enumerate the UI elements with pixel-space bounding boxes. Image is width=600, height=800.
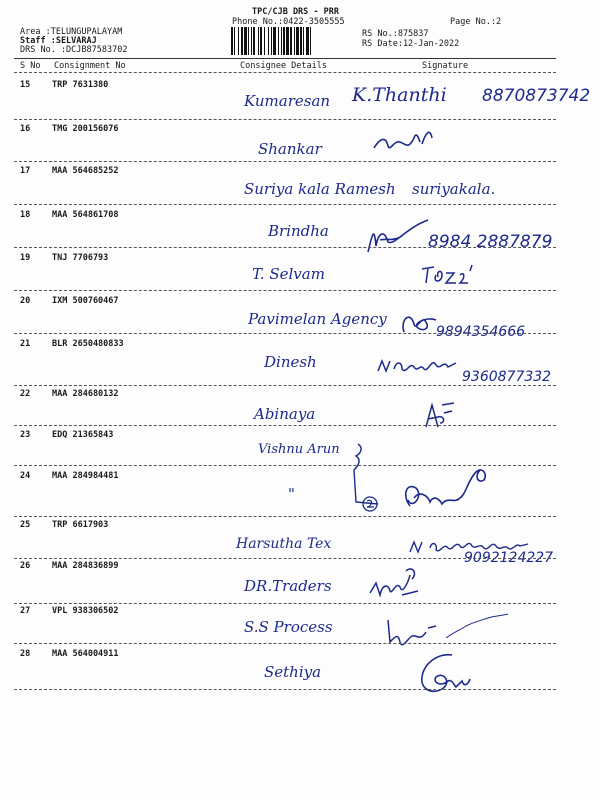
consignee-name: T. Selvam (252, 265, 325, 283)
signature-scribble (396, 306, 440, 336)
row-sno: 19 (20, 253, 31, 263)
row-divider (14, 204, 556, 205)
receiver-phone: 9894354666 (436, 324, 526, 340)
row-divider (14, 290, 556, 291)
row-divider (14, 119, 556, 120)
row-divider (14, 247, 556, 248)
receiver-signature-text: suriyakala. (412, 180, 496, 198)
row-divider (14, 558, 556, 559)
row-consignment: TMG 200156076 (52, 124, 119, 134)
consignee-name: Vishnu Arun (258, 442, 340, 457)
row-consignment: TRP 7631380 (52, 80, 109, 90)
row-sno: 20 (20, 296, 31, 306)
row-divider (14, 425, 556, 426)
consignee-name: Kumaresan (244, 92, 331, 110)
row-consignment: MAA 564685252 (52, 166, 119, 176)
row-sno: 28 (20, 649, 31, 659)
rs-number: RS No.:875837 (362, 29, 429, 39)
consignee-name: " (288, 485, 295, 503)
drs-number: DRS No. :DCJB87583702 (20, 45, 128, 55)
receiver-phone: 8984 2887879 (428, 232, 553, 252)
receiver-phone: 9360877332 (462, 369, 552, 385)
row-consignment: EDQ 21365843 (52, 430, 114, 440)
row-consignment: VPL 938306502 (52, 606, 119, 616)
row-sno: 21 (20, 339, 31, 349)
row-sno: 15 (20, 80, 31, 90)
row-divider (14, 385, 556, 386)
row-divider (14, 161, 556, 162)
row-sno: 25 (20, 520, 31, 530)
staff-label: Staff :SELVARAJ (20, 36, 97, 46)
row-divider (14, 516, 556, 517)
row-divider (14, 689, 556, 690)
consignee-name: Brindha (268, 222, 329, 240)
col-head-consignee: Consignee Details (240, 61, 327, 71)
area-label: Area :TELUNGUPALAYAM (20, 27, 123, 37)
signature-scribble (348, 440, 508, 520)
consignee-name: Abinaya (254, 405, 316, 423)
row-consignment: MAA 564004911 (52, 649, 119, 659)
row-divider (14, 333, 556, 334)
signature-scribble (376, 351, 460, 377)
signature-scribble (362, 216, 432, 256)
receiver-phone: 8870873742 (482, 86, 591, 106)
rs-date: RS Date:12-Jan-2022 (362, 39, 460, 49)
row-sno: 23 (20, 430, 31, 440)
col-head-sno: S No (20, 61, 41, 71)
row-consignment: MAA 284680132 (52, 389, 119, 399)
row-divider (14, 643, 556, 644)
header-rule-top (14, 58, 556, 59)
row-sno: 24 (20, 471, 31, 481)
row-sno: 26 (20, 561, 31, 571)
consignee-name: Dinesh (264, 353, 317, 371)
receiver-signature-text: K.Thanthi (352, 84, 447, 106)
phone-number: Phone No.:0422-3505555 (232, 17, 345, 27)
page-number: Page No.:2 (450, 17, 502, 27)
barcode-image (229, 27, 354, 55)
consignee-name: Pavimelan Agency (248, 310, 387, 328)
signature-scribble (366, 565, 422, 601)
row-divider (14, 603, 556, 604)
row-sno: 27 (20, 606, 31, 616)
consignee-name: DR.Traders (244, 577, 332, 595)
row-consignment: IXM 500760467 (52, 296, 119, 306)
consignee-name: Shankar (258, 140, 322, 158)
row-consignment: BLR 2650480833 (52, 339, 124, 349)
col-head-signature: Signature (422, 61, 469, 71)
row-consignment: TRP 6617903 (52, 520, 109, 530)
row-consignment: MAA 284836899 (52, 561, 119, 571)
consignee-name: Sethiya (264, 663, 322, 681)
consignee-name: Harsutha Tex (236, 536, 332, 552)
row-sno: 16 (20, 124, 31, 134)
signature-scribble (420, 261, 480, 289)
document-title: TPC/CJB DRS - PRR (252, 7, 339, 17)
row-sno: 18 (20, 210, 31, 220)
signature-scribble (384, 612, 514, 654)
row-consignment: MAA 564861708 (52, 210, 119, 220)
consignee-name: S.S Process (244, 618, 333, 636)
row-consignment: TNJ 7706793 (52, 253, 109, 263)
receiver-phone: 9092124227 (464, 550, 554, 566)
row-sno: 17 (20, 166, 31, 176)
header-rule-bottom (14, 72, 556, 73)
consignee-name: Suriya kala Ramesh (244, 180, 396, 198)
col-head-consignment: Consignment No (54, 61, 126, 71)
signature-scribble (370, 124, 440, 158)
row-consignment: MAA 284984481 (52, 471, 119, 481)
row-sno: 22 (20, 389, 31, 399)
